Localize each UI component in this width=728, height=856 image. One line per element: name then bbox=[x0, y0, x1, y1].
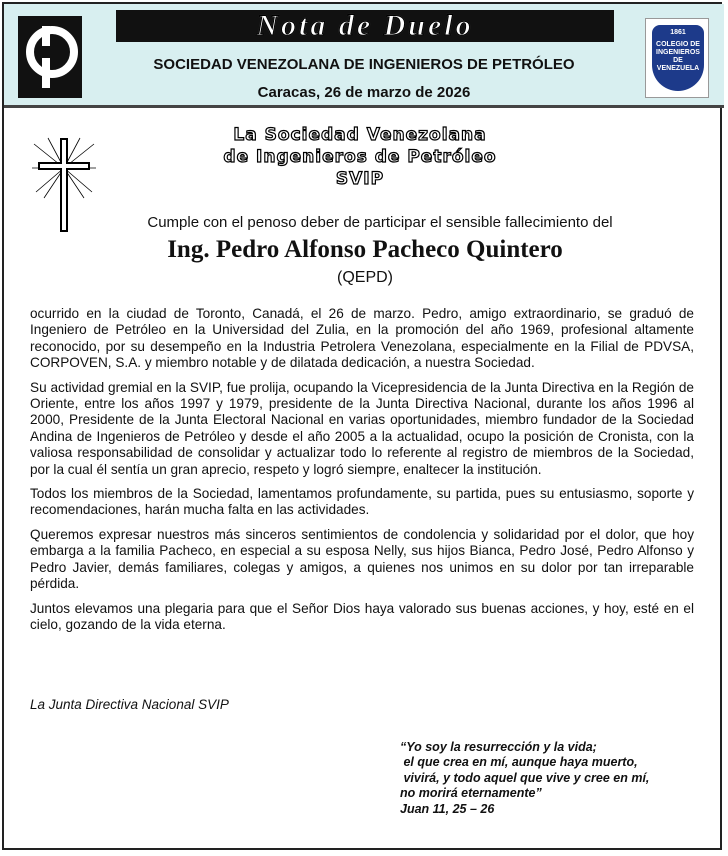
header bbox=[4, 4, 724, 108]
svip-title-line: La Sociedad Venezolana bbox=[233, 125, 487, 145]
qepd-text: (QEPD) bbox=[337, 269, 393, 286]
svip-title-line: SVIP bbox=[335, 169, 385, 189]
colegio-ingenieros-seal-icon bbox=[645, 18, 709, 98]
svip-title bbox=[140, 124, 580, 190]
quote-line: vivirá, y todo aquel que vive y cree en mí, bbox=[400, 770, 650, 785]
deceased-name: Ing. Pedro Alfonso Pacheco Quintero bbox=[167, 236, 563, 263]
seal-year: 1861 bbox=[670, 29, 686, 36]
paragraph: Su actividad gremial en la SVIP, fue prolija, ocupando la Vicepresidencia de la Junta Directiva en la Región de Oriente, entre los años 1997 y 1979, presidente de la Junta Directiva Nacional, durante los años 1996 al 2000, Presidente de la Junta Electoral Nacional en varias oportunidades, miembro fundador de la Sociedad Andina de Ingenieros de Petróleo y desde el año 2005 a la actualidad, ocupo la posición de Cronista, con la valiosa responsabilidad de consolidar y actualizar todo lo referente al registro de miembros de la Sociedad, por la cual él sentía un gran aprecio, respeto y logró siempre, enaltecer la institución. bbox=[30, 379, 694, 477]
svip-logo-icon bbox=[18, 16, 82, 98]
paragraph: ocurrido en la ciudad de Toronto, Canadá, el 26 de marzo. Pedro, amigo extraordinario, se graduó de Ingeniero de Petróleo en la Universidad del Zulia, en la promoción del año 1969, profesional altamente reconocido, por su desempeño en la Industria Petrolera Venezolana, especialmente en la Filial de PDVSA, CORPOVEN, S.A. y miembro notable y de dilatada dedicación, a nuestra Sociedad. bbox=[30, 306, 694, 371]
quote-line: no morirá eternamente” bbox=[400, 786, 542, 801]
quote-line: el que crea en mí, aunque haya muerto, bbox=[400, 755, 638, 770]
page-title: Nota de Duelo bbox=[256, 9, 474, 42]
svip-title-line: de Ingenieros de Petróleo bbox=[223, 147, 497, 167]
quote-reference: Juan 11, 25 – 26 bbox=[400, 801, 495, 816]
organization-name: SOCIEDAD VENEZOLANA DE INGENIEROS DE PETRÓLEO bbox=[153, 56, 575, 73]
paragraph: Todos los miembros de la Sociedad, lamentamos profundamente, su partida, pues su entusiasmo, soporte y recomendaciones, harán mucha falta en las actividades. bbox=[30, 486, 694, 518]
quote-line: “Yo soy la resurrección y la vida; bbox=[400, 740, 597, 754]
paragraph: Juntos elevamos una plegaria para que el Señor Dios haya valorado sus buenas acciones, y hoy, esté en el cielo, gozando de la vida eterna. bbox=[30, 600, 694, 632]
title-banner bbox=[116, 10, 614, 42]
signature: La Junta Directiva Nacional SVIP bbox=[30, 697, 229, 712]
seal-shield bbox=[652, 25, 704, 91]
bible-quote bbox=[400, 740, 700, 817]
paragraph: Queremos expresar nuestros más sinceros sentimientos de condolencia y solidaridad por el dolor, que hoy embarga a la familia Pacheco, en especial a su esposa Nelly, sus hijos Bianca, Pedro José, Pedro Alfonso y Pedro Javier, demás familiares, colegas y amigos, a quienes nos unimos en su dolor por tan irreparable pérdida. bbox=[30, 526, 694, 592]
date-line: Caracas, 26 de marzo de 2026 bbox=[257, 84, 471, 101]
intro-text: Cumple con el penoso deber de participar el sensible fallecimiento del bbox=[147, 214, 613, 231]
obituary-body bbox=[30, 306, 694, 641]
seal-text: COLEGIO DE INGENIEROS DE VENEZUELA bbox=[656, 41, 700, 72]
